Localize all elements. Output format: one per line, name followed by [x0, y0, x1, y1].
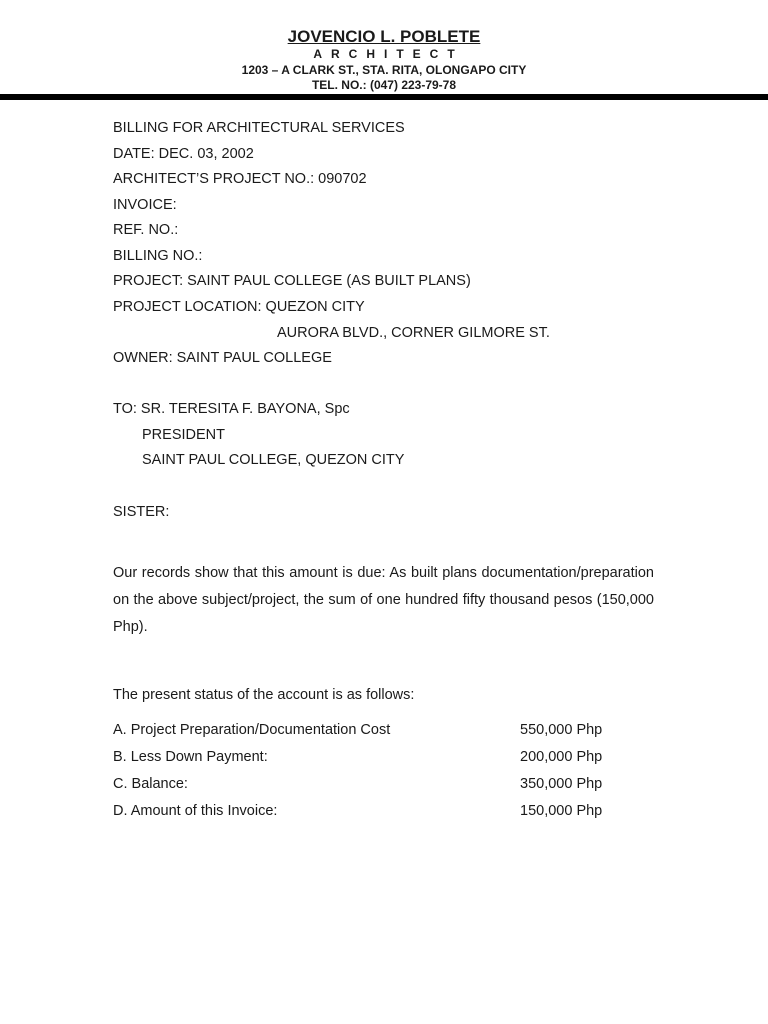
body-paragraph: Our records show that this amount is due: As built plans documentation/preparation on the above subject/project, the sum of one hundred fifty thousand pesos (150,000 Php).	[113, 565, 654, 635]
billing-no-field: BILLING NO.:	[113, 248, 203, 264]
project-name: PROJECT: SAINT PAUL COLLEGE (AS BUILT PLANS)	[113, 273, 471, 289]
office-telephone: TEL. NO.: (047) 223-79-78	[311, 78, 457, 92]
architect-name: JOVENCIO L. POBLETE	[287, 27, 481, 46]
owner: OWNER: SAINT PAUL COLLEGE	[113, 350, 332, 366]
ref-no-field: REF. NO.:	[113, 222, 179, 238]
status-label: C. Balance:	[113, 776, 188, 792]
project-number: ARCHITECT’S PROJECT NO.: 090702	[113, 171, 367, 187]
recipient-position: PRESIDENT	[142, 427, 225, 443]
status-label: D. Amount of this Invoice:	[113, 803, 278, 819]
status-label: B. Less Down Payment:	[113, 749, 268, 765]
status-amount: 350,000 Php	[520, 776, 603, 792]
billing-subject: BILLING FOR ARCHITECTURAL SERVICES	[113, 120, 405, 136]
billing-date: DATE: DEC. 03, 2002	[113, 146, 254, 162]
office-address: 1203 – A CLARK ST., STA. RITA, OLONGAPO CITY	[241, 63, 527, 77]
letterhead-divider	[0, 94, 768, 100]
recipient-name: TO: SR. TERESITA F. BAYONA, Spc	[113, 401, 350, 417]
status-amount: 200,000 Php	[520, 749, 603, 765]
architect-title: ARCHITECT	[313, 47, 464, 61]
invoice-field: INVOICE:	[113, 197, 177, 213]
project-location-street: AURORA BLVD., CORNER GILMORE ST.	[277, 325, 550, 341]
status-label: A. Project Preparation/Documentation Cost	[113, 722, 391, 738]
status-amount: 550,000 Php	[520, 722, 603, 738]
status-intro: The present status of the account is as follows:	[113, 687, 415, 703]
project-location: PROJECT LOCATION: QUEZON CITY	[113, 299, 365, 315]
status-amount: 150,000 Php	[520, 803, 603, 819]
salutation: SISTER:	[113, 504, 170, 520]
recipient-institution: SAINT PAUL COLLEGE, QUEZON CITY	[142, 452, 405, 468]
